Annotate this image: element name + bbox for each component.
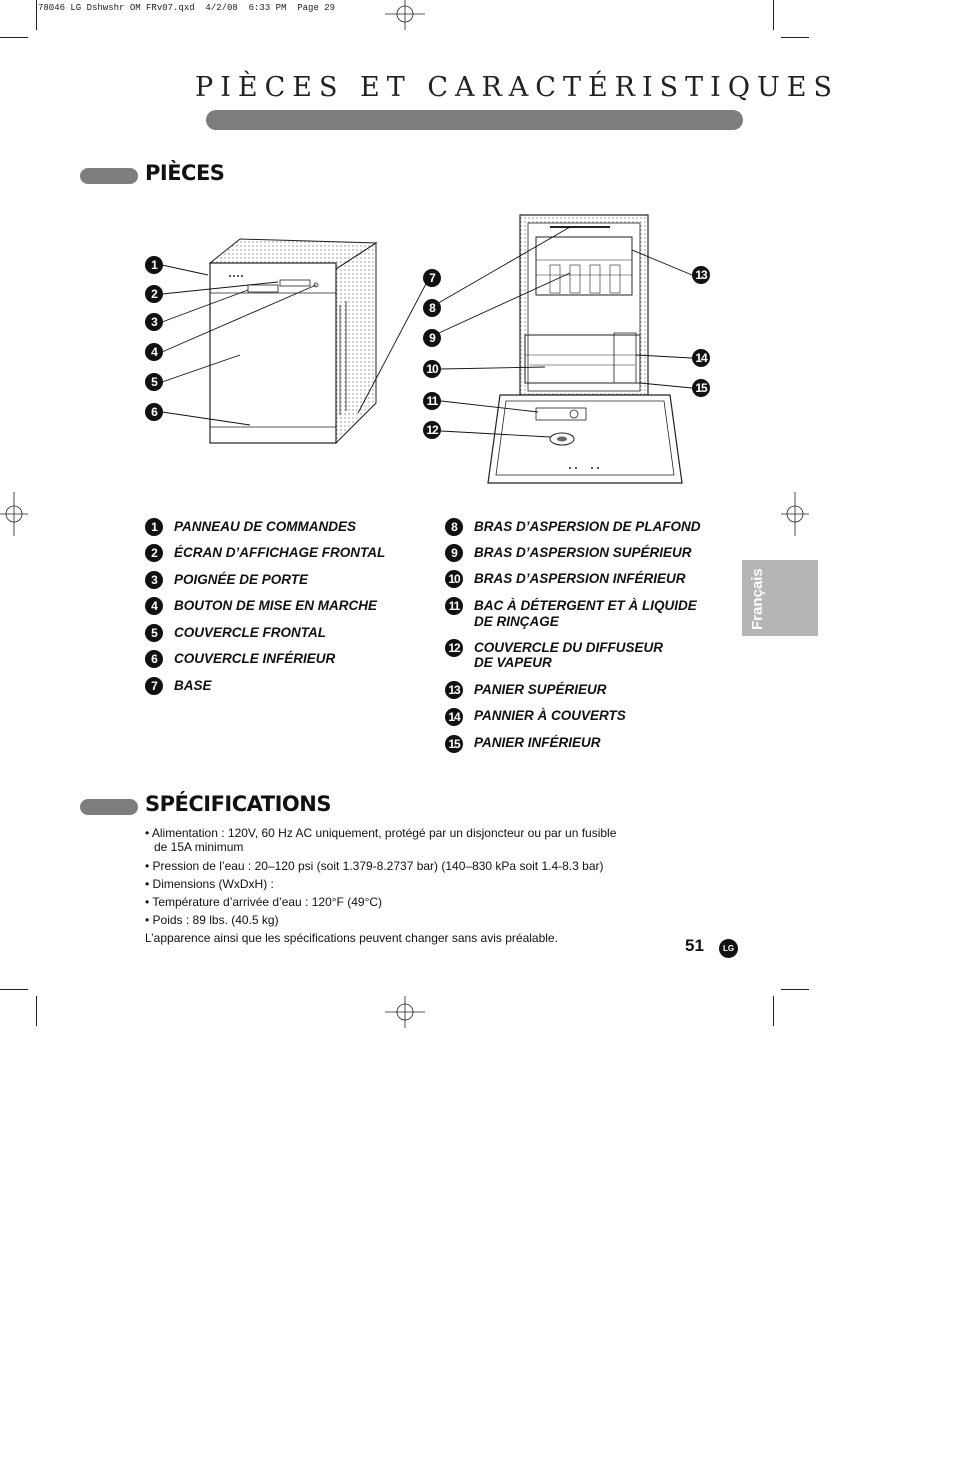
part-number: 7 (145, 677, 163, 695)
part-label: COUVERCLE INFÉRIEUR (174, 651, 336, 666)
part-number: 4 (145, 597, 163, 615)
part-number: 6 (145, 650, 163, 668)
part-label: COUVERCLE FRONTAL (174, 625, 326, 640)
spec-footnote: L’apparence ainsi que les spécifications peuvent changer sans avis préalable. (145, 931, 558, 945)
spec-item: • Température d’arrivée d’eau : 120°F (49°C) (145, 895, 383, 909)
part-number: 15 (445, 735, 463, 753)
registration-mark-icon (0, 492, 28, 536)
registration-mark-icon (385, 996, 425, 1028)
part-label-continued: DE RINÇAGE (474, 614, 559, 629)
part-label: PANIER SUPÉRIEUR (474, 682, 607, 697)
callout-3: 3 (145, 313, 163, 331)
crop-mark (773, 0, 774, 30)
callout-6: 6 (145, 403, 163, 421)
part-number: 8 (445, 518, 463, 536)
part-label: BRAS D’ASPERSION SUPÉRIEUR (474, 545, 692, 560)
part-label: ÉCRAN D’AFFICHAGE FRONTAL (174, 545, 386, 560)
callout-5: 5 (145, 373, 163, 391)
callout-12: 12 (423, 421, 441, 439)
callout-10: 10 (423, 360, 441, 378)
part-number: 9 (445, 544, 463, 562)
part-number: 14 (445, 708, 463, 726)
language-tab-label: Français (749, 568, 766, 630)
section-pill (80, 168, 138, 184)
page-title: PIÈCES ET CARACTÉRISTIQUES (195, 72, 839, 103)
part-label-continued: DE VAPEUR (474, 655, 552, 670)
crop-mark (781, 989, 809, 990)
spec-item-continued: de 15A minimum (154, 840, 244, 854)
specs-heading: SPÉCIFICATIONS (145, 792, 331, 816)
spec-item: • Alimentation : 120V, 60 Hz AC uniquement, protégé par un disjoncteur ou par un fusible (145, 826, 617, 840)
language-tab (742, 560, 818, 636)
part-label: BAC À DÉTERGENT ET À LIQUIDE (474, 598, 697, 613)
closed-dishwasher-drawing (210, 239, 376, 443)
part-label: BRAS D’ASPERSION DE PLAFOND (474, 519, 701, 534)
dishwasher-illustration (140, 205, 720, 490)
file-slug: 78046 LG Dshwshr OM FRv07.qxd 4/2/08 6:33 PM Page 29 (38, 3, 336, 13)
title-bar (206, 110, 743, 130)
callout-11: 11 (423, 392, 441, 410)
part-label: PANIER INFÉRIEUR (474, 735, 601, 750)
part-label: POIGNÉE DE PORTE (174, 572, 309, 587)
spec-item: • Pression de l’eau : 20–120 psi (soit 1.379-8.2737 bar) (140–830 kPa soit 1.4-8.3 bar) (145, 859, 604, 873)
callout-4: 4 (145, 343, 163, 361)
part-label: COUVERCLE DU DIFFUSEUR (474, 640, 664, 655)
callout-8: 8 (423, 299, 441, 317)
part-number: 3 (145, 571, 163, 589)
part-label: BOUTON DE MISE EN MARCHE (174, 598, 378, 613)
part-number: 5 (145, 624, 163, 642)
callout-7: 7 (423, 269, 441, 287)
part-number: 1 (145, 518, 163, 536)
part-label: BRAS D’ASPERSION INFÉRIEUR (474, 571, 686, 586)
crop-mark (0, 989, 28, 990)
part-label: PANNIER À COUVERTS (474, 708, 626, 723)
callout-1: 1 (145, 256, 163, 274)
spec-item: • Dimensions (WxDxH) : (145, 877, 274, 891)
part-number: 2 (145, 544, 163, 562)
callout-15: 15 (692, 379, 710, 397)
callout-13: 13 (692, 266, 710, 284)
crop-mark (36, 996, 37, 1026)
part-label: BASE (174, 678, 212, 693)
crop-mark (781, 37, 809, 38)
part-number: 11 (445, 597, 463, 615)
callout-2: 2 (145, 285, 163, 303)
open-dishwasher-drawing (488, 215, 682, 483)
callout-9: 9 (423, 329, 441, 347)
registration-mark-icon (781, 492, 809, 536)
parts-heading: PIÈCES (145, 161, 225, 185)
lg-logo-icon: LG (719, 939, 738, 958)
part-number: 10 (445, 570, 463, 588)
part-number: 13 (445, 681, 463, 699)
crop-mark (0, 37, 28, 38)
page-number: 51 (685, 936, 704, 955)
section-pill (80, 799, 138, 815)
part-number: 12 (445, 639, 463, 657)
part-label: PANNEAU DE COMMANDES (174, 519, 357, 534)
crop-mark (36, 0, 37, 30)
crop-mark (773, 996, 774, 1026)
spec-item: • Poids : 89 lbs. (40.5 kg) (145, 913, 279, 927)
registration-mark-icon (385, 0, 425, 30)
callout-14: 14 (692, 349, 710, 367)
